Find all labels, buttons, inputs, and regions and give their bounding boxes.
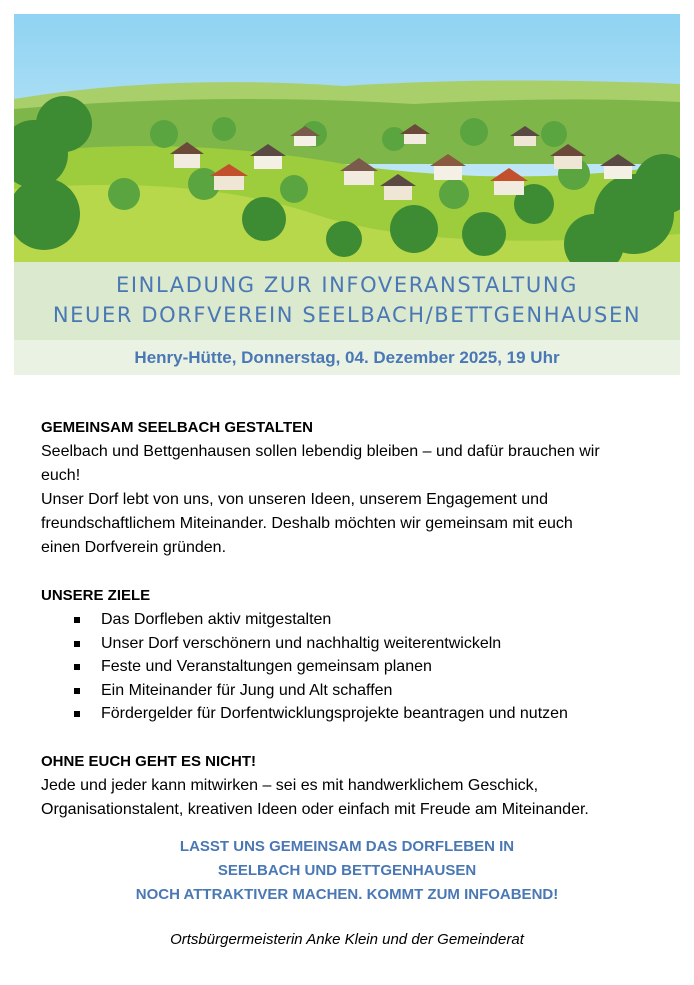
list-item [41, 655, 661, 679]
page-title-line-1: EINLADUNG ZUR INFOVERANSTALTUNG [115, 273, 578, 297]
bullet-icon [74, 617, 80, 623]
bullet-icon [74, 664, 80, 670]
list-item [41, 702, 661, 726]
goal-text: Feste und Veranstaltungen gemeinsam planen [101, 658, 432, 675]
section3-line: Organisationstalent, kreativen Ideen oder einfach mit Freude am Miteinander. [41, 800, 589, 818]
cta-line: LASST UNS GEMEINSAM DAS DORFLEBEN IN [179, 838, 515, 855]
list-item [41, 632, 661, 656]
goal-text: Ein Miteinander für Jung und Alt schaffen [101, 681, 393, 699]
list-item [41, 608, 661, 632]
section1-line: euch! [41, 467, 81, 484]
page-title-line-2: NEUER DORFVEREIN SEELBACH/BETTGENHAUSEN [52, 303, 642, 327]
goal-text: Fördergelder für Dorfentwicklungsprojekte beantragen und nutzen [101, 705, 568, 722]
bullet-icon [74, 641, 80, 647]
cta-line: NOCH ATTRAKTIVER MACHEN. KOMMT ZUM INFOABEND! [135, 886, 559, 903]
section1-heading: GEMEINSAM SEELBACH GESTALTEN [41, 419, 313, 436]
event-details-band [14, 340, 680, 375]
list-item [41, 679, 661, 703]
cta-line: SEELBACH UND BETTGENHAUSEN [217, 862, 477, 879]
section1-line: freundschaftlichem Miteinander. Deshalb möchten wir gemeinsam mit euch [41, 515, 573, 532]
event-details: Henry-Hütte, Donnerstag, 04. Dezember 2025, 19 Uhr [134, 348, 560, 367]
village-landscape-illustration [14, 14, 680, 262]
bullet-icon [74, 688, 80, 694]
body-content [41, 416, 661, 822]
goal-text: Das Dorfleben aktiv mitgestalten [101, 611, 332, 628]
goals-list [41, 608, 661, 726]
signature: Ortsbürgermeisterin Anke Klein und der Gemeinderat [170, 931, 524, 948]
bullet-icon [74, 711, 80, 717]
section1-line: einen Dorfverein gründen. [41, 539, 227, 556]
section2-heading: UNSERE ZIELE [41, 587, 151, 604]
section3-line: Jede und jeder kann mitwirken – sei es mit handwerklichem Geschick, [41, 776, 539, 794]
call-to-action [14, 835, 680, 907]
section3-heading: OHNE EUCH GEHT ES NICHT! [41, 752, 257, 770]
section1-line: Unser Dorf lebt von uns, von unseren Ideen, unserem Engagement und [41, 491, 548, 508]
section1-line: Seelbach und Bettgenhausen sollen lebendig bleiben – und dafür brauchen wir [41, 443, 600, 460]
goal-text: Unser Dorf verschönern und nachhaltig weiterentwickeln [101, 634, 502, 652]
title-band [14, 262, 680, 340]
